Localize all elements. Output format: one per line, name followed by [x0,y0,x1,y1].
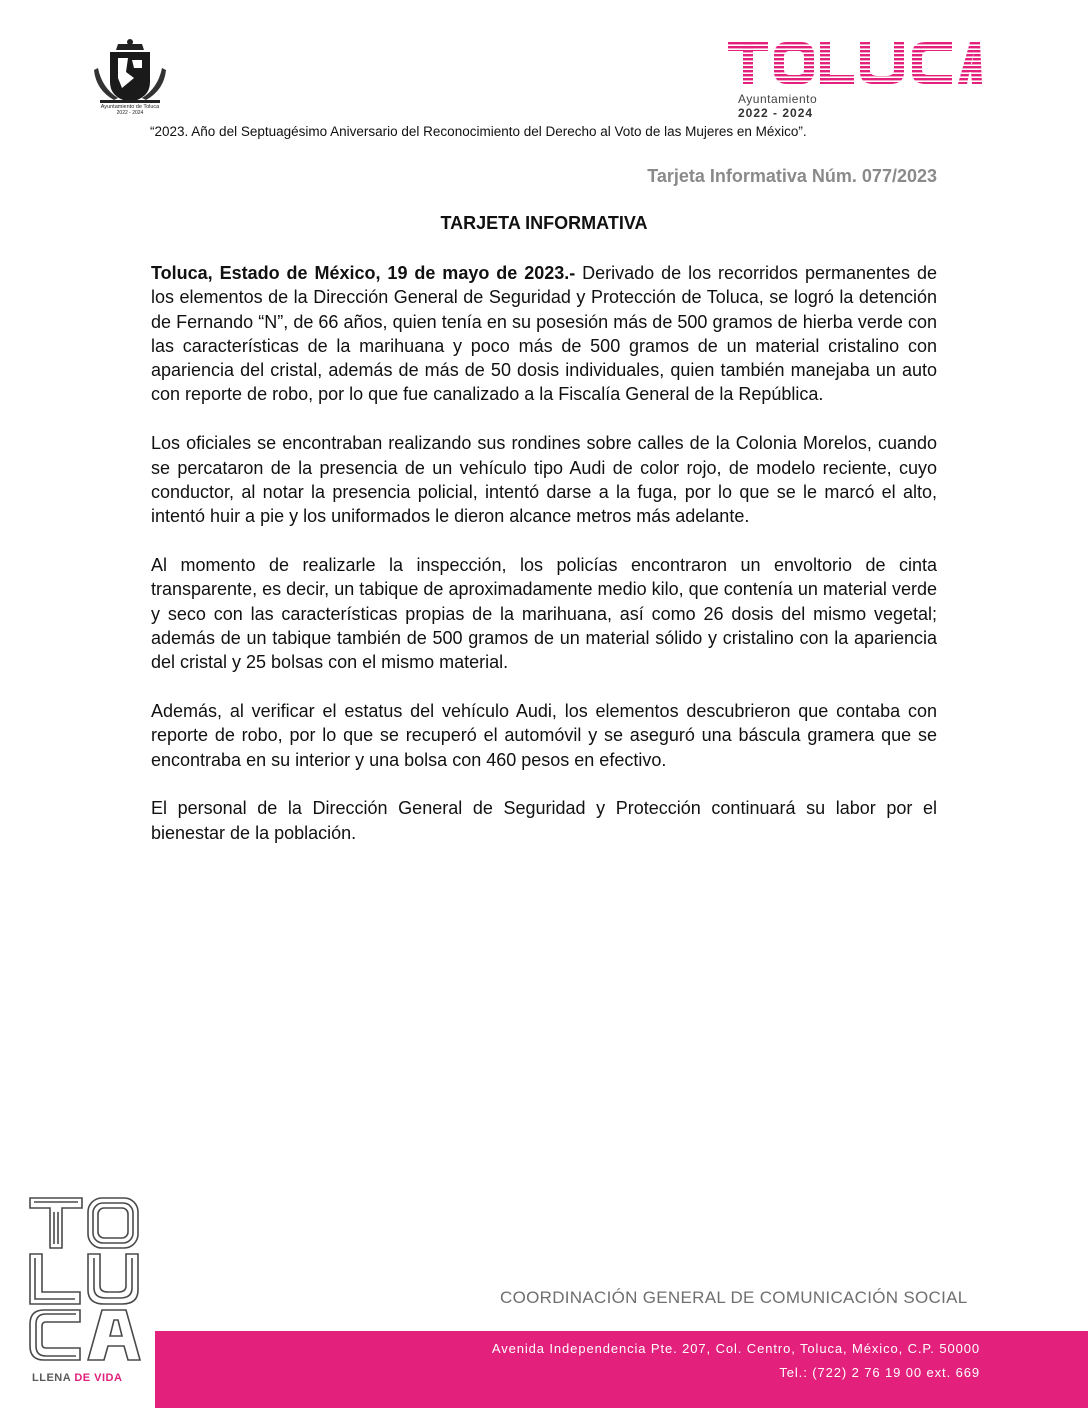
seal-emblem-icon [88,38,172,104]
brand-years: 2022 - 2024 [738,106,814,120]
coordination-label: COORDINACIÓN GENERAL DE COMUNICACIÓN SOCIAL [500,1288,968,1307]
paragraph-5: El personal de la Dirección General de Seguridad y Protección continuará su labor por el bienestar de la población. [151,798,937,843]
paragraph-2: Los oficiales se encontraban realizando sus rondines sobre calles de la Colonia Morelos, cuando se percataron de la presencia de un vehículo tipo Audi de color rojo, de modelo reciente, cuyo conductor, al notar la presencia policial, intentó darse a la fuga, por lo que se le marcó el alto, intentó huir a pie y los uniformados le dieron alcance metros más adelante. [151,433,937,527]
municipal-seal-logo [88,38,172,120]
paragraph-1 [151,261,937,407]
paragraph-1-text: Derivado de los recorridos permanentes de los elementos de la Dirección General de Seguridad y Protección de Toluca, se logró la detención de Fernando “N”, de 66 años, quien tenía en su posesión más de 500 gramos de hierba verde con las características de la marihuana y poco más de 500 gramos de un material cristalino con apariencia del cristal, además de más de 50 dosis individuales, quien también manejaba un auto con reporte de robo, por lo que fue canalizado a la Fiscalía General de la República. [151,263,937,405]
seal-caption-years: 2022 - 2024 [116,110,144,116]
card-number: Tarjeta Informativa Núm. 077/2023 [647,166,937,186]
toluca-wordmark-icon [726,38,982,88]
toluca-outline-logo-icon [28,1194,148,1366]
toluca-brand-logo [726,38,986,120]
toluca-footer-logo [28,1194,148,1392]
footer-tagline [32,1372,122,1384]
footer-address: Avenida Independencia Pte. 207, Col. Centro, Toluca, México, C.P. 50000 [491,1341,980,1356]
document-body [151,261,937,869]
paragraph-4: Además, al verificar el estatus del vehículo Audi, los elementos descubrieron que contaba con reporte de robo, por lo que se recuperó el automóvil y se aseguró una báscula gramera que se encontraba en su interior y una bolsa con 460 pesos en efectivo. [151,700,937,770]
tagline-part2: DE VIDA [74,1372,123,1384]
year-motto: “2023. Año del Septuagésimo Aniversario del Reconocimiento del Derecho al Voto de las Mujeres en México”. [150,124,807,139]
tagline-part1: LLENA [32,1372,71,1384]
paragraph-3: Al momento de realizarle la inspección, los policías encontraron un envoltorio de cinta transparente, es decir, un tabique de aproximadamente medio kilo, que contenía un material verde y seco con las características propias de la marihuana, así como 26 dosis del mismo vegetal; además de un tabique también de 500 gramos de un material sólido y cristalino con la apariencia del cristal y 25 bolsas con el mismo material. [151,554,937,673]
brand-subtitle: Ayuntamiento [738,92,818,106]
dateline: Toluca, Estado de México, 19 de mayo de 2023.- [151,263,576,283]
seal-caption: Ayuntamiento de Toluca [100,104,160,110]
footer-phone: Tel.: (722) 2 76 19 00 ext. 669 [779,1365,980,1380]
document-title: TARJETA INFORMATIVA [440,213,648,233]
